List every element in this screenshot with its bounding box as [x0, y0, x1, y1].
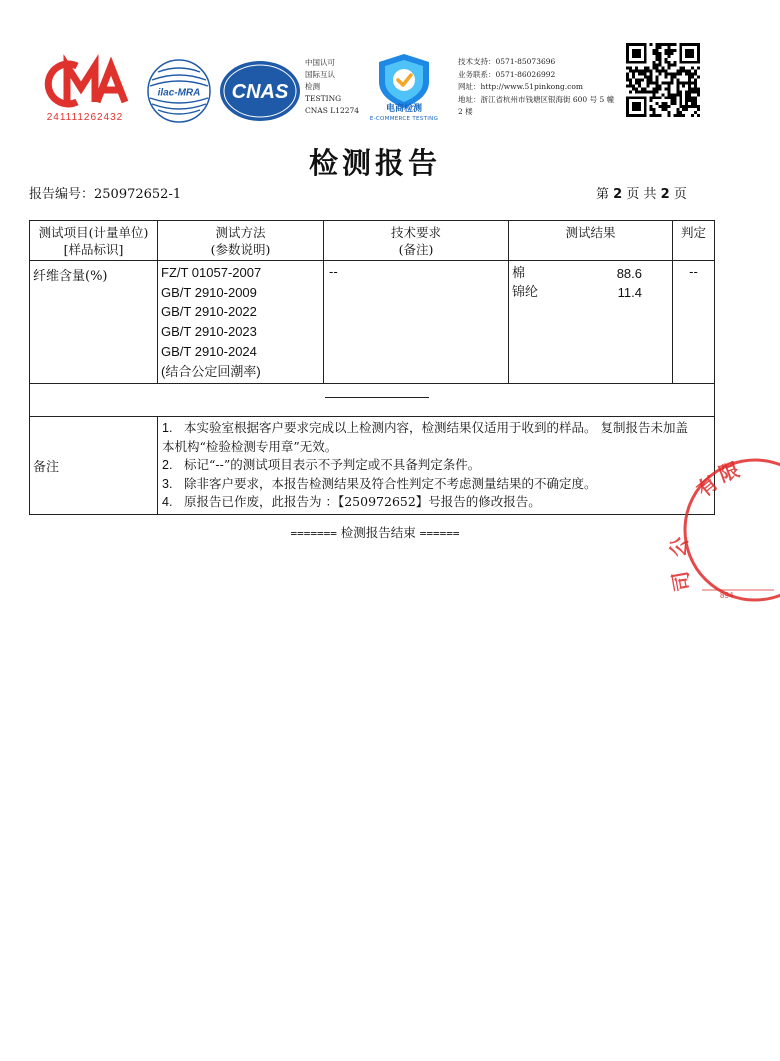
fiber-value: 11.4	[617, 285, 642, 300]
page-indicator	[596, 183, 687, 202]
qr-code-icon	[626, 43, 700, 117]
page-mid: 页 共	[626, 187, 657, 202]
contact-address: 地址：浙江省杭州市钱塘区银海街 600 号 5 幢 2 楼	[458, 94, 615, 117]
method-line: GB/T 2910-2024	[161, 343, 257, 359]
requirement: --	[324, 261, 509, 384]
page-current: 2	[613, 187, 623, 202]
ecommerce-label-en: E-COMMERCE TESTING	[369, 116, 439, 122]
cma-logo	[37, 52, 133, 124]
cnas-logo	[218, 58, 302, 124]
accreditation-line: 检测	[305, 82, 320, 91]
contact-business: 业务联系：0571-86026992	[458, 69, 556, 79]
page-prefix: 第	[596, 187, 610, 202]
fiber-name: 棉	[512, 266, 526, 281]
page-suffix: 页	[673, 187, 687, 202]
contact-website: 网址：http://www.51pinkong.com	[458, 82, 583, 92]
result-row	[512, 283, 672, 302]
note-item: 3. 除非客户要求，本报告检测结果及符合性判定不考虑测量结果的不确定度。	[162, 475, 597, 491]
page-total: 2	[660, 187, 670, 202]
separator-line	[325, 397, 429, 398]
judgement: --	[673, 261, 715, 384]
method-line: FZ/T 01057-2007	[161, 265, 262, 280]
notes-label: 备注	[30, 417, 158, 515]
notes-row	[30, 417, 715, 515]
method-line: GB/T 2910-2023	[161, 324, 257, 340]
ilac-text: ilac-MRA	[157, 87, 201, 99]
note-item: 4. 原报告已作废，此报告为 ：【250972652】号报告的修改报告。	[162, 494, 541, 510]
svg-text:公: 公	[665, 535, 693, 559]
note-item: 本机构“检验检测专用章”无效。	[162, 438, 338, 454]
accreditation-line: 国际互认	[305, 70, 335, 79]
result-row	[512, 264, 672, 283]
note-item: 1. 本实验室根据客户要求完成以上检测内容，检测结果仅适用于收到的样品。 复制报告未加盖	[162, 420, 688, 435]
ecommerce-testing-label	[367, 104, 441, 123]
contact-info	[458, 56, 618, 119]
ecommerce-label-cn: 电商检测	[385, 104, 422, 114]
method-line: GB/T 2910-2022	[161, 304, 257, 320]
separator-row	[30, 384, 715, 417]
report-end-marker: ======= 检测报告结束 ======	[290, 525, 460, 540]
method-line: (结合公定回潮率)	[161, 363, 261, 379]
cnas-text: CNAS	[231, 81, 289, 103]
report-title: 检测报告	[308, 146, 441, 180]
header-result: 测试结果	[509, 221, 673, 261]
accreditation-line: 中国认可	[305, 58, 335, 67]
header-test-method: 测试方法 (参数说明)	[158, 221, 324, 261]
fiber-name: 锦纶	[512, 285, 539, 300]
table-header-row	[30, 221, 715, 261]
company-seal-icon	[665, 450, 780, 610]
note-item: 2. 标记“--”的测试项目表示不予判定或不具备判定条件。	[162, 457, 481, 473]
method-line: GB/T 2910-2009	[161, 284, 257, 300]
accreditation-text	[305, 57, 359, 117]
test-methods	[158, 261, 324, 384]
header-requirement: 技术要求 (备注)	[324, 221, 509, 261]
svg-text:有: 有	[691, 470, 723, 502]
table-row	[30, 261, 715, 384]
accreditation-line: TESTING	[305, 94, 342, 103]
report-number: 报告编号：250972652-1	[29, 187, 182, 202]
test-item: 纤维含量(%)	[30, 261, 158, 384]
notes-content	[158, 417, 715, 515]
ilac-mra-logo	[146, 58, 212, 124]
test-results	[509, 261, 673, 384]
header-judgement: 判定	[673, 221, 715, 261]
svg-text:司: 司	[667, 569, 695, 594]
fiber-value: 88.6	[616, 266, 642, 281]
accreditation-line: CNAS L12274	[305, 106, 360, 115]
contact-support: 技术支持：0571-85073696	[458, 57, 556, 66]
header-test-item: 测试项目(计量单位) [样品标识]	[30, 221, 158, 261]
results-table	[29, 220, 715, 515]
svg-text:894: 894	[720, 591, 734, 600]
svg-text:限: 限	[715, 457, 743, 487]
cma-number: 241111262432	[46, 112, 124, 123]
